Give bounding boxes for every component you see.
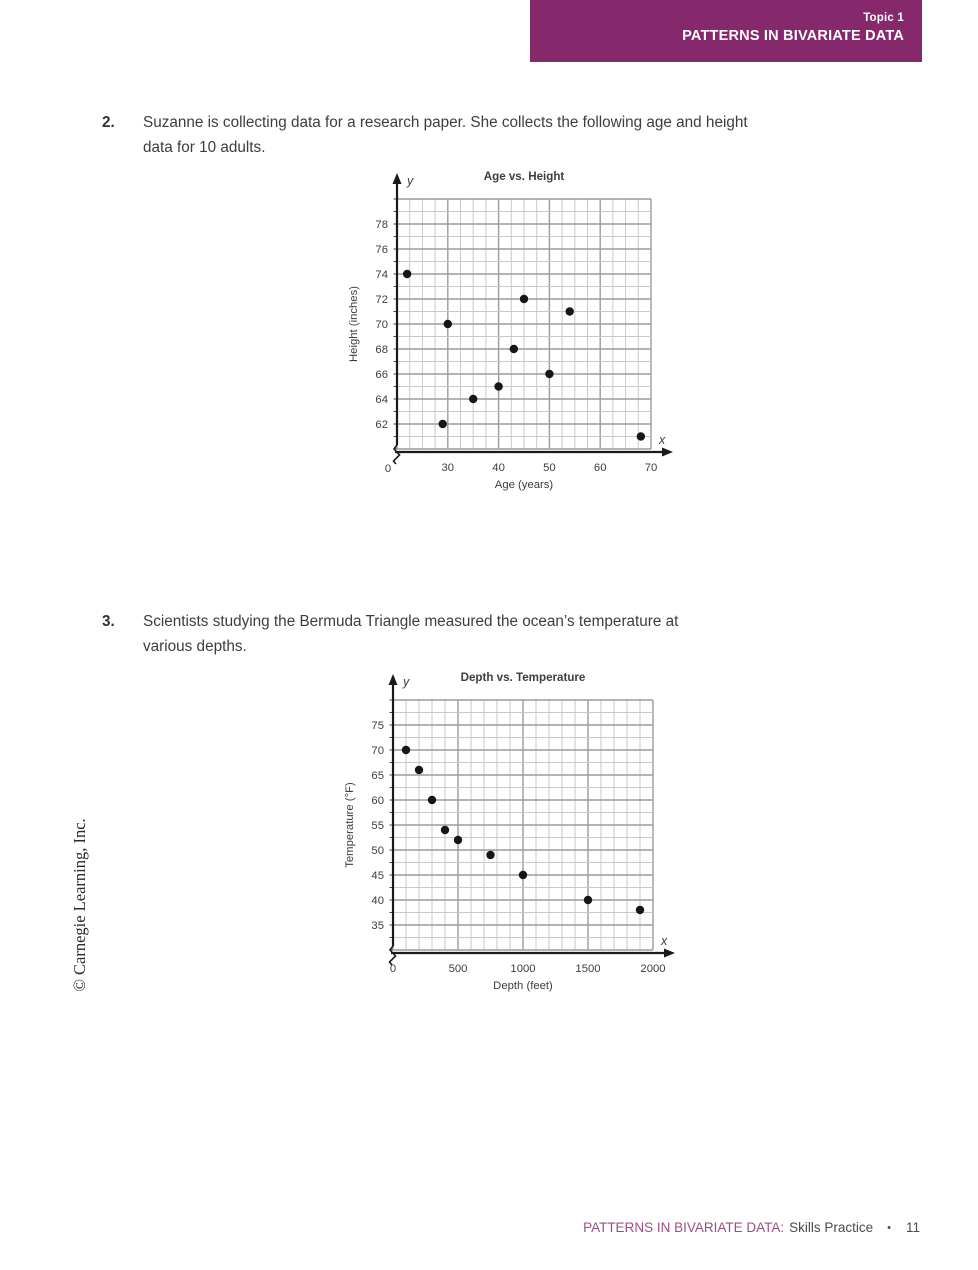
y-tick-label: 78 <box>375 219 388 231</box>
x-tick-label: 30 <box>441 462 455 474</box>
question-3-text <box>143 610 678 659</box>
y-tick-label: 60 <box>371 795 384 807</box>
data-point <box>402 746 410 754</box>
x-tick-label: 2000 <box>640 963 666 975</box>
x-axis-title: Depth (feet) <box>493 980 553 992</box>
question-2-line-2: data for 10 adults. <box>143 138 266 156</box>
topic-banner <box>530 0 922 62</box>
x-tick-label: 500 <box>448 963 468 975</box>
question-2-line-1: Suzanne is collecting data for a research paper. She collects the following age and height <box>143 114 748 131</box>
y-tick-label: 50 <box>371 845 384 857</box>
data-point <box>486 851 494 859</box>
y-tick-label: 72 <box>375 294 388 306</box>
data-point <box>454 836 462 844</box>
y-tick-label: 35 <box>371 920 384 932</box>
y-tick-label: 70 <box>375 319 388 331</box>
data-point <box>444 320 452 328</box>
y-tick-label: 76 <box>375 244 388 256</box>
y-tick-label: 74 <box>375 269 388 281</box>
topic-label: Topic 1 <box>863 12 904 24</box>
footer-separator-dot: • <box>887 1222 891 1234</box>
data-point <box>469 395 477 403</box>
x-tick-label: 1000 <box>510 963 536 975</box>
data-point <box>545 370 553 378</box>
x-tick-label: 0 <box>389 963 397 975</box>
page-footer <box>583 1220 920 1235</box>
axes <box>393 173 674 464</box>
y-tick-label: 45 <box>371 870 384 882</box>
y-tick-label: 66 <box>375 369 388 381</box>
data-point <box>439 420 447 428</box>
x-tick-label: 70 <box>644 462 658 474</box>
data-point <box>428 796 436 804</box>
question-2 <box>102 111 892 160</box>
data-point <box>520 295 528 303</box>
question-2-number: 2. <box>102 114 115 131</box>
data-point <box>584 896 592 904</box>
question-2-text <box>143 111 748 160</box>
y-axis-letter: y <box>403 675 410 689</box>
data-point <box>494 382 502 390</box>
topic-title: PATTERNS IN BIVARIATE DATA <box>682 28 904 44</box>
x-tick-label: 60 <box>593 462 607 474</box>
depth-temperature-scatter-chart <box>320 663 682 1015</box>
data-point <box>403 270 411 278</box>
y-axis-letter: y <box>407 174 414 188</box>
x-tick-label: 40 <box>492 462 505 474</box>
tick-labels <box>371 720 665 975</box>
x-tick-label: 1500 <box>575 963 601 975</box>
grid <box>397 199 651 449</box>
y-tick-label: 75 <box>371 720 384 732</box>
y-axis-title: Height (inches) <box>348 286 360 362</box>
data-point <box>519 871 527 879</box>
origin-label: 0 <box>384 463 392 475</box>
x-axis-letter: x <box>659 433 666 447</box>
chart-title: Age vs. Height <box>483 170 565 183</box>
y-tick-label: 55 <box>371 820 384 832</box>
copyright-vertical-text: © Carnegie Learning, Inc. <box>70 818 89 992</box>
y-tick-label: 62 <box>375 419 388 431</box>
x-axis-letter: x <box>661 934 668 948</box>
data-point <box>510 345 518 353</box>
y-tick-label: 40 <box>371 895 384 907</box>
chart-title: Depth vs. Temperature <box>460 671 586 684</box>
footer-series: PATTERNS IN BIVARIATE DATA: <box>583 1220 785 1235</box>
y-axis-title: Temperature (°F) <box>344 782 356 868</box>
question-3 <box>102 610 892 659</box>
question-3-number: 3. <box>102 613 115 630</box>
y-tick-label: 65 <box>371 770 384 782</box>
data-point <box>636 906 644 914</box>
question-3-line-2: various depths. <box>143 637 247 655</box>
data-point <box>415 766 423 774</box>
data-point <box>637 432 645 440</box>
y-tick-label: 64 <box>375 394 388 406</box>
age-height-scatter-chart <box>320 163 682 515</box>
data-point <box>566 307 574 315</box>
footer-label: Skills Practice <box>789 1220 874 1235</box>
y-tick-label: 68 <box>375 344 388 356</box>
footer-page-number: 11 <box>905 1220 920 1235</box>
question-3-line-1: Scientists studying the Bermuda Triangle measured the ocean’s temperature at <box>143 613 679 630</box>
axes <box>389 674 676 965</box>
grid <box>393 700 653 950</box>
x-tick-label: 50 <box>543 462 556 474</box>
y-tick-label: 70 <box>371 745 384 757</box>
x-axis-title: Age (years) <box>494 479 554 491</box>
data-point <box>441 826 449 834</box>
